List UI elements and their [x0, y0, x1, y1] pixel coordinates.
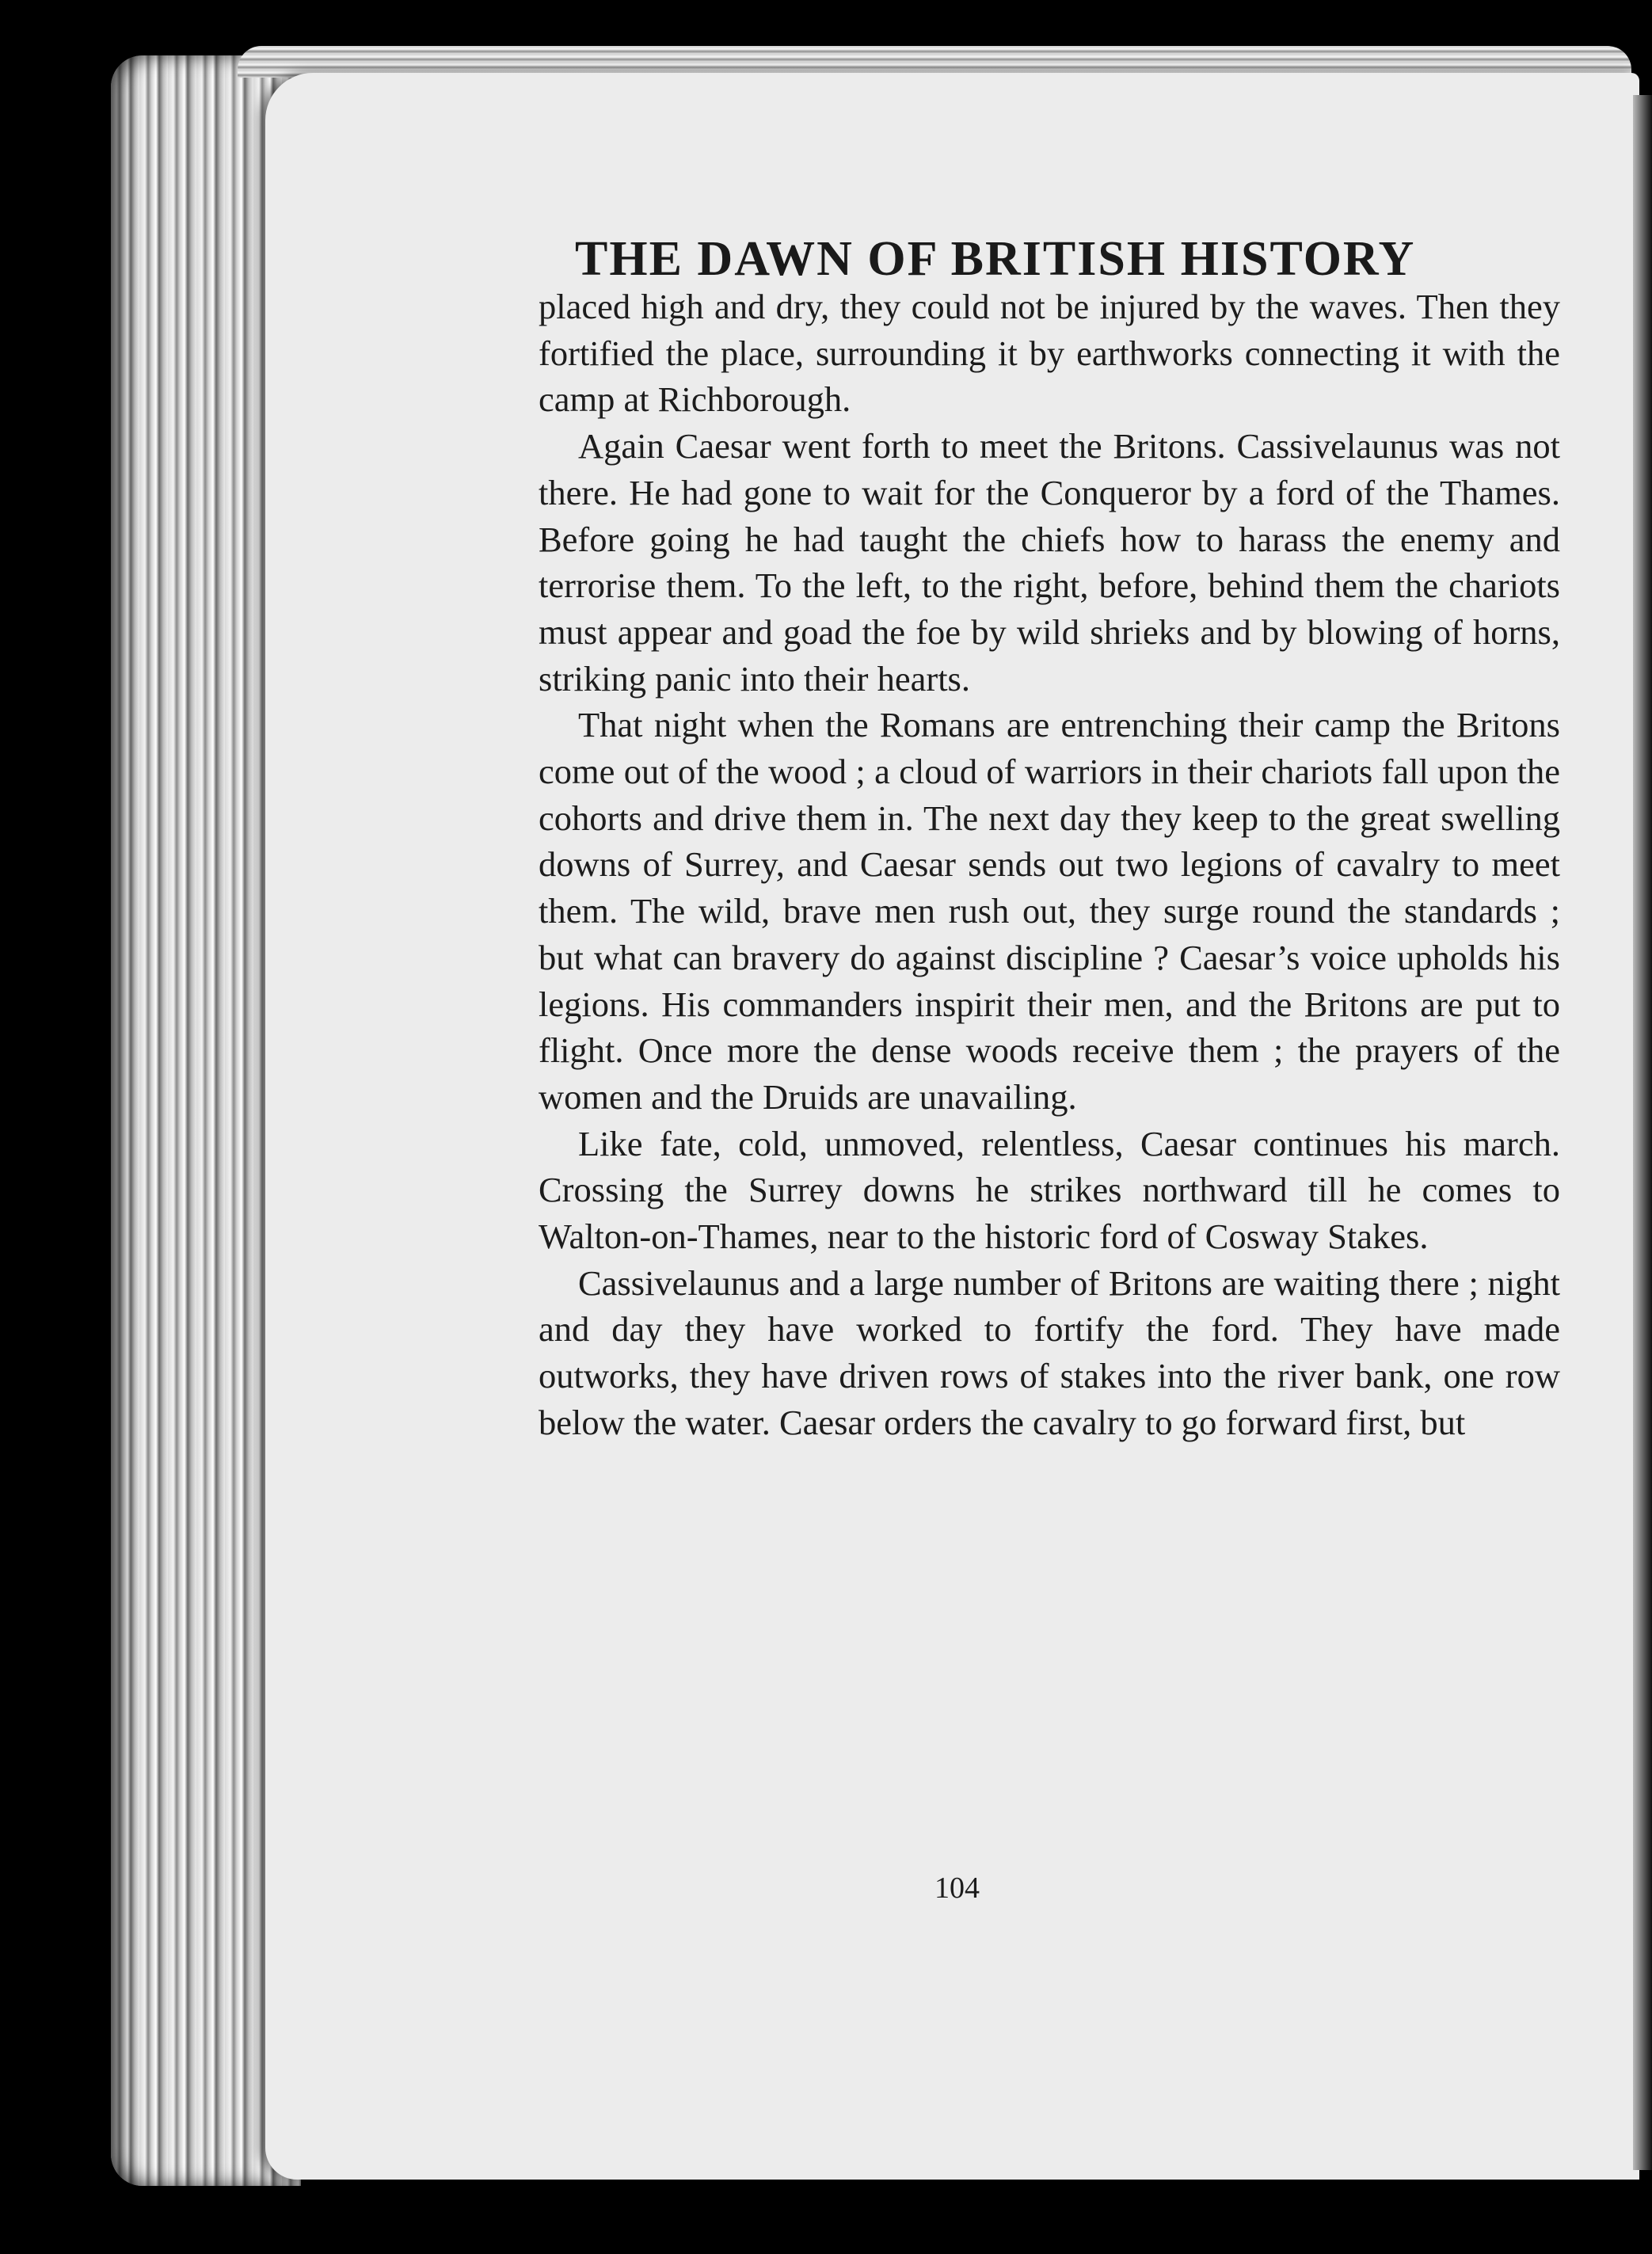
paragraph: Like fate, cold, unmoved, relentless, Caesar continues his march. Crossing the Surrey downs he strikes northward till he comes to Walton-on-Thames, near to the historic ford of Cosway Stakes. — [539, 1123, 1560, 1257]
page-number: 104 — [934, 1871, 980, 1905]
right-binding-shadow — [1633, 95, 1652, 2170]
paragraph: placed high and dry, they could not be injured by the waves. Then they fortified the place, surrounding it by earthworks connecting it with the camp at Richborough. — [539, 287, 1560, 420]
paragraph: That night when the Romans are entrenching their camp the Britons come out of the wood ; a cloud of warriors in their chariots fall upon the cohorts and drive them in. The next day they keep to the great swelling downs of Surrey, and Caesar sends out two legions of cavalry to meet them. The wild, brave men rush out, they surge round the standards ; but what can bravery do against discipline ? Caesar’s voice upholds his legions. His commanders inspirit their men, and the Britons are put to flight. Once more the dense woods receive them ; the prayers of the women and the Druids are unavailing. — [539, 705, 1560, 1117]
body-text — [539, 284, 1560, 1446]
paragraph: Cassivelaunus and a large number of Britons are waiting there ; night and day they have worked to fortify the ford. They have made outworks, they have driven rows of stakes into the river bank, one row below the water. Caesar orders the cavalry to go forward first, but — [539, 1262, 1560, 1442]
paragraph: Again Caesar went forth to meet the Britons. Cassivelaunus was not there. He had gone to wait for the Conqueror by a ford of the Thames. Before going he had taught the chiefs how to harass the enemy and terrorise them. To the left, to the right, before, behind them the chariots must appear and goad the foe by wild shrieks and by blowing of horns, striking panic into their hearts. — [539, 426, 1560, 699]
running-title: THE DAWN OF BRITISH HISTORY — [575, 232, 1416, 286]
